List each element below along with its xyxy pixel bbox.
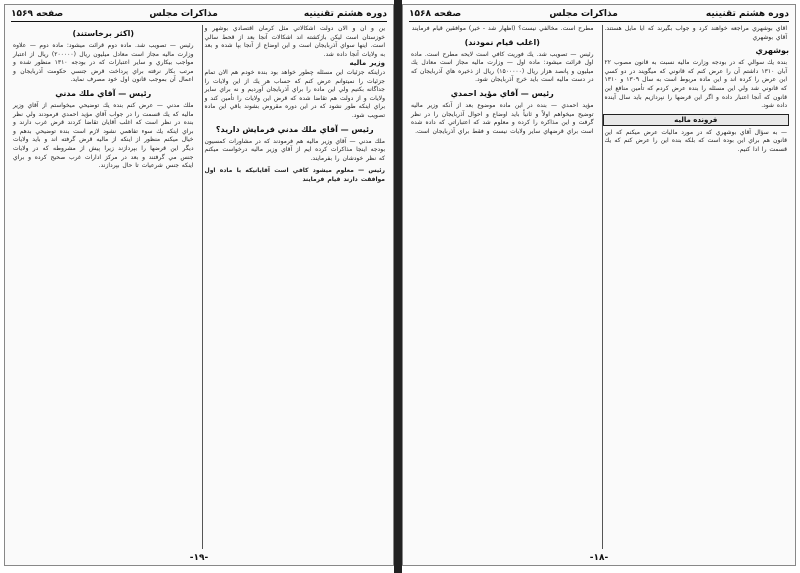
- right-col1-text-b: — به سؤال آقاي بوشهري كه در مورد ماليات عرض ميكنم كه اين قانون هم براي اين بوده است كه بلكه بنده اين را عرض كنم كه يك قسمت را ادا كنيم.: [604, 128, 787, 153]
- right-col2-text-a: مطرح است. مخالفي نيست؟ (اظهار شد - خير) موافقين قيام فرمايند: [411, 25, 594, 32]
- left-col1-text-b: ملك مدني — عرض كنم بنده يك توضيحي ميخواستم از آقاي وزير ماليه كه يك قسمت را در جواب آقاي مؤيد احمدي فرمودند ولي نظر بنده در نظر است كه اغلب آقايان تقاضا كردند قرض غرب دارند و براي اينكه يك سوء تفاهمي نشود لازم است بنده توضيحي بدهم و خيال ميكنم منظور از اينكه از ماليه قرض گرفته اند و بايد ولايات ديگر اين قرضها را بپردازند زيرا پيش از مشروطه كه در ولايات جنس مي گرفتند و بعد در مركز ادارات غرب صحيح كرده و براي اينكه جنس شرعيات تا حال بپردازند.: [13, 101, 194, 170]
- left-col2-text-a: ين و آن و الان دولت اشكالاتي مثل كرمان اقتصادي بوشهر و خوزستان است ليكن بازكشته اند اشكالات آنجا بعد از قحط سالي است. اينها سواي آذربايجان است و اين اوضاع از آنجا بپا شده و بعد به ولايات آنجا داده شد.: [204, 25, 385, 58]
- left-col1-text-a: رئيس — تصويب شد. ماده دوم قرائت ميشود: ماده دوم — علاوه وزارت ماليه مجاز است معادل ميليون ريال (۲۰۰۰۰۰) ريال از اعتبار مواجب بيكاري و ساير اعتبارات كه در بودجه ۱۳۱۰ منظور شده و مرتب بكار نرفته براي پرداخت قرض جنسي حكومت آذربايجان و اعمال آن بموجب قانون اول خود مصرف نمايد.: [13, 42, 194, 84]
- left-col2-text-b: دراينكه جزئيات اين مسئله چطور خواهد بود بنده خودم هم الان تمام جزئيات را نميتوانم عرض كنم كه حساب هر يك از اين ولايات را جداگانه بكنيم ولي اين ماده را براي آذربايجان آورديم و نه براي ساير ولايات و از دولت هم تقاضا شده كه قرض اين ولايات را تأمين كند و براي اينكه طور نشود كه در اين دوره مقروض بشوند باقي اين ماده تصويب شود.: [204, 68, 385, 119]
- left-page-number: -۱۹-: [189, 553, 209, 563]
- left-header-right: دوره هشتم تقنينيه: [303, 9, 387, 19]
- right-column-2: [409, 25, 596, 549]
- right-col2-heading: رئيس — آقاي مؤيد احمدي: [450, 88, 554, 98]
- left-col2-speaker: وزير ماليه: [349, 59, 385, 68]
- left-col2-heading: رئيس — آقاي ملك مدني فرمايش داريد؟: [215, 124, 374, 134]
- right-col2-top-label: (اغلب قيام نمودند): [464, 37, 540, 47]
- left-page-columns: [11, 25, 387, 549]
- right-page-header: [409, 7, 789, 22]
- right-page-number: -۱۸-: [589, 553, 609, 563]
- left-column-1: [11, 25, 196, 549]
- right-col1-boxed-title: فرونده ماليه: [603, 114, 790, 126]
- right-header-right: دوره هشتم تقنينيه: [705, 9, 789, 19]
- left-header-center: مذاكرات مجلس: [149, 9, 218, 19]
- left-page-header: [11, 7, 387, 22]
- book-spine: [394, 0, 402, 573]
- right-col1-top-text: آقاي بوشهري مراجعه خواهند كرد و جواب بگيرند كه آيا مايل هستند. آقاي بوشهري: [604, 25, 787, 41]
- left-col1-heading: رئيس — آقاي ملك مدني: [55, 88, 152, 98]
- right-column-1: [602, 25, 790, 549]
- left-col2-footer-note: رئيس — معلوم ميشود كافي است آقايانيكه با ماده اول موافقت دارند قيام فرمايند: [204, 167, 385, 183]
- left-col2-text-c: ملك مدني — آقاي وزير ماليه هم فرمودند كه در مشاورات كمسيون بودجه اينجا مذاكرات كرده ايم از آقاي وزير ماليه درخواست ميكنم كه نظر خودشان را بفرمايند.: [204, 137, 385, 162]
- right-col1-heading: بوشهري: [755, 46, 789, 56]
- left-page: [4, 4, 394, 566]
- left-column-2: [202, 25, 388, 549]
- left-header-left: صفحه ۱۵۶۹: [11, 9, 64, 19]
- left-col1-top-label: (اكثر برخاستند): [72, 29, 134, 38]
- right-header-center: مذاكرات مجلس: [549, 9, 618, 19]
- right-page: [402, 4, 796, 566]
- right-col1-text-a: بنده يك سوالي كه در بودجه وزارت ماليه نسبت به قانون مصوب ۲۲ آبان ۱۳۱۰ داشتم آن را عرض كنم كه قانوني كه ميگويند در دو كسي اين عرض را كرده اند و اين ماده مربوط است به سال ۱۳۰۹ و ۱۳۱۰ كه قانوني شد ولي اين مسئله را بنده عرض كردم كه تأمين منافع اين قانون كه آنجا اعتبار داده و اگر اين قرضها را نپردازيم بايد سال آينده داده شود.: [604, 59, 788, 110]
- right-header-left: صفحه ۱۵۶۸: [409, 9, 462, 19]
- right-col2-text-b: رئيس — تصويب شد. يك فوريت كافي است لايحه مطرح است. ماده اول قرائت ميشود: ماده اول — وزارت ماليه مجاز است معادل يك ميليون و پانصد هزار ريال (۱۵۰۰۰۰۰) ريال از ذخيره هاي آذربايجان كه در دست ماليه است بايد خرج آذربايجان شود.: [411, 50, 594, 84]
- right-page-columns: [409, 25, 789, 549]
- right-col2-text-c: مؤيد احمدي — بنده در اين ماده موضوع بعد از آنكه وزير ماليه توضيح ميخواهم اولاً و ثانياً بايد اوضاع و احوال آذربايجان را در نظر گرفت و اين مذاكره را كرده و معلوم شد كه اعتباراتي كه داده شده است براي قرضهاي ساير ولايات نيست و فقط براي آذربايجان است.: [411, 101, 594, 135]
